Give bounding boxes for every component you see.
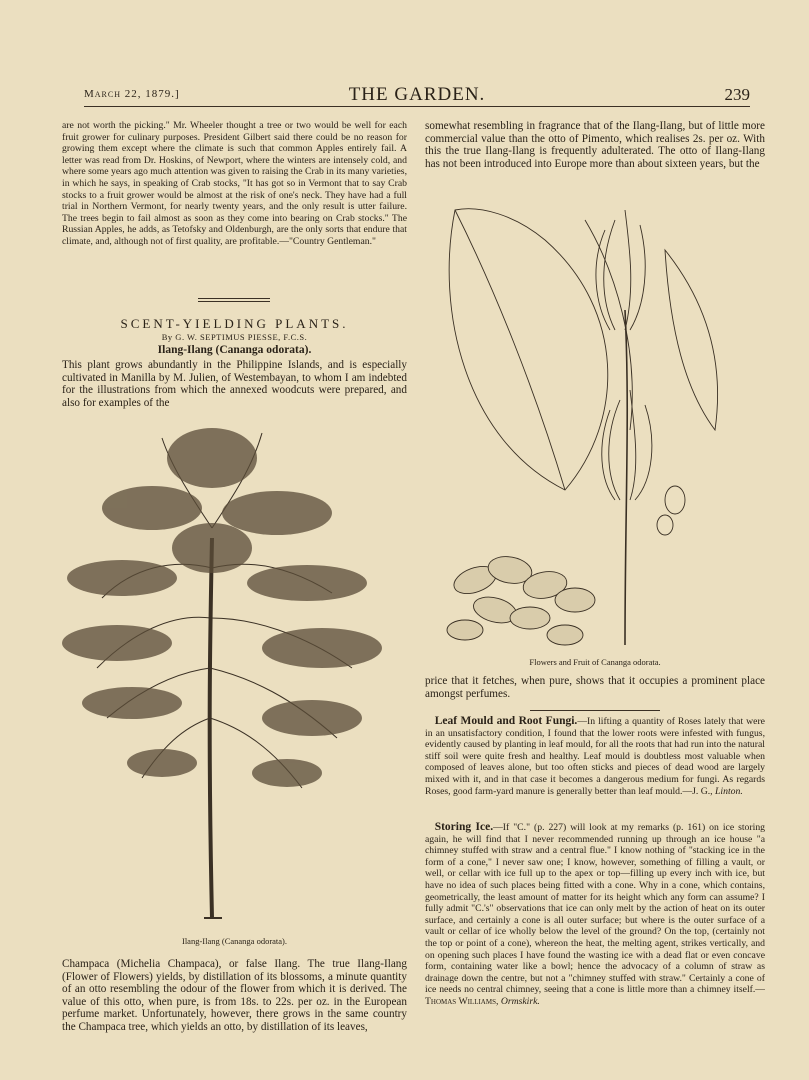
storing-ice-article (425, 822, 765, 1052)
tree-caption: Ilang-Ilang (Cananga odorata). (181, 936, 288, 946)
flower-caption: Flowers and Fruit of Cananga odorata. (529, 657, 661, 667)
header-rule (84, 106, 750, 107)
article-subtitle: Ilang-Ilang (Cananga odorata). (157, 344, 312, 356)
price-paragraph: price that it fetches, when pure, shows that it occupies a prominent place amongst perfumes. (425, 675, 765, 700)
left-bottom-paragraph: Champaca (Michelia Champaca), or false Ilang. The true Ilang-Ilang (Flower of Flowers) yields, by distillation of its blossoms, a minute quantity of an otto resembling the odour of the flower from which it is derived. The value of this otto, when pure, is from 18s. to 22s. per oz. in the European perfume market. Unfortunately, however, there grows in the same country the Champaca tree, which yields an otto, by distillation of its leaves, (62, 958, 407, 1033)
storing-ice-text: —If "C." (p. 227) will look at my remarks (p. 161) on ice storing again, he will find that I never recommended running up through an ice house "a chimney stuffed with straw and a central flue." I know nothing of "stacking ice in the form of a cone," I never saw one; I know, however, something of filling a vault, or well, or cellar with ice full up to the apex or top—filling up every inch with ice, but have no idea of such places being fitted with a cone. Why in a cone, which contains, geometrically, the least amount of matter for its height which any form can assume? I fully admit "C.'s" observations that ice can only melt by the action of heat on its outer surface, and certainly a cone is all outer surface; but where is the outer surface of a vault or cellar of ice wholly below the level of the ground? On the top, (certainly not the top or point of a cone), whereon the heat, the melting agent, strikes vertically, and on opening such places I have found the wasting ice with a dead flat or even concave form, containing water like a bowl; hence the advocacy of a column of straw as drainage down the centre, but not a "chimney stuffed with straw." Certainly a cone of ice needs no central chimney, seeing that a cone is little more than a chimney itself.— (425, 822, 766, 996)
intro-paragraph: This plant grows abundantly in the Philippine Islands, and is especially cultivated in Manilla by M. Julien, of Westembayan, to whom I am indebted for the illustrations from which the annexed woodcuts were prepared, and also for examples of the (62, 359, 407, 409)
publication-title: THE GARDEN. (348, 84, 486, 105)
leaf-mould-article (425, 716, 765, 820)
page-number: 239 (724, 85, 750, 104)
issue-date: March 22, 1879.] (84, 88, 180, 100)
section-divider (198, 298, 270, 302)
storing-ice-place: Ormskirk. (500, 995, 540, 1007)
storing-ice-heading: Storing Ice. (434, 821, 494, 833)
storing-ice-author: Thomas Williams, (425, 995, 499, 1007)
leaf-mould-place: Linton. (715, 785, 743, 797)
right-top-paragraph: somewhat resembling in fragrance that of the Ilang-Ilang, but of little more commercial value than the otto of Pimento, which realises 2s. per oz. With this the true Ilang-Ilang is frequently adulterated. The otto of Ilang-Ilang has not been introduced into Europe more than about sixteen years, but the (425, 120, 765, 170)
leaf-mould-text: —In lifting a quantity of Roses lately that were in an unsatisfactory condition, I found that the lower roots were infested with fungus, evidently caused by planting in leaf mould, for all the roots that had run into the natural stiff soil were quite fresh and healthy. Leaf mould is doubtless most valuable when composed of leaves alone, but too often sticks and pieces of dead wood are largely mixed with it, and in that case it becomes a dangerous medium for fungi. As regards Roses, good farm-yard manure is generally better than leaf mould.—J. G., (425, 716, 765, 797)
left-top-paragraph: are not worth the picking." Mr. Wheeler thought a tree or two would be well for each fruit grower for culinary purposes. President Gilbert said there could be no reason for growing them except where the climate is such that common Apples entirely fail. A letter was read from Dr. Hoskins, of Newport, where the winters are intensely cold, and where some years ago much attention was given to raising the Crab in its many varieties, in which he says, in speaking of Crab stocks, "It has got so in Vermont that to say Crab stocks to a fruit grower would be almost at the risk of one's neck. They have had a full trial in Northern Vermont, for nearly twenty years, and the only result is utter failure. The trees begin to fail almost as soon as they come into bearing on Crab stocks." The Russian Apples, he adds, as Tetofsky and Oldenburgh, are the only sorts that endure that climate, and, although not of first quality, are profitable.—"Country Gentleman." (62, 120, 407, 247)
article-divider (530, 710, 660, 711)
cananga-flowers-illustration (425, 190, 765, 650)
page-header (84, 84, 750, 106)
article-byline: By G. W. SEPTIMUS PIESSE, F.C.S. (161, 332, 308, 342)
ilang-ilang-tree-illustration (62, 418, 407, 928)
section-title: SCENT-YIELDING PLANTS. (120, 316, 349, 331)
leaf-mould-heading: Leaf Mould and Root Fungi. (434, 715, 578, 727)
